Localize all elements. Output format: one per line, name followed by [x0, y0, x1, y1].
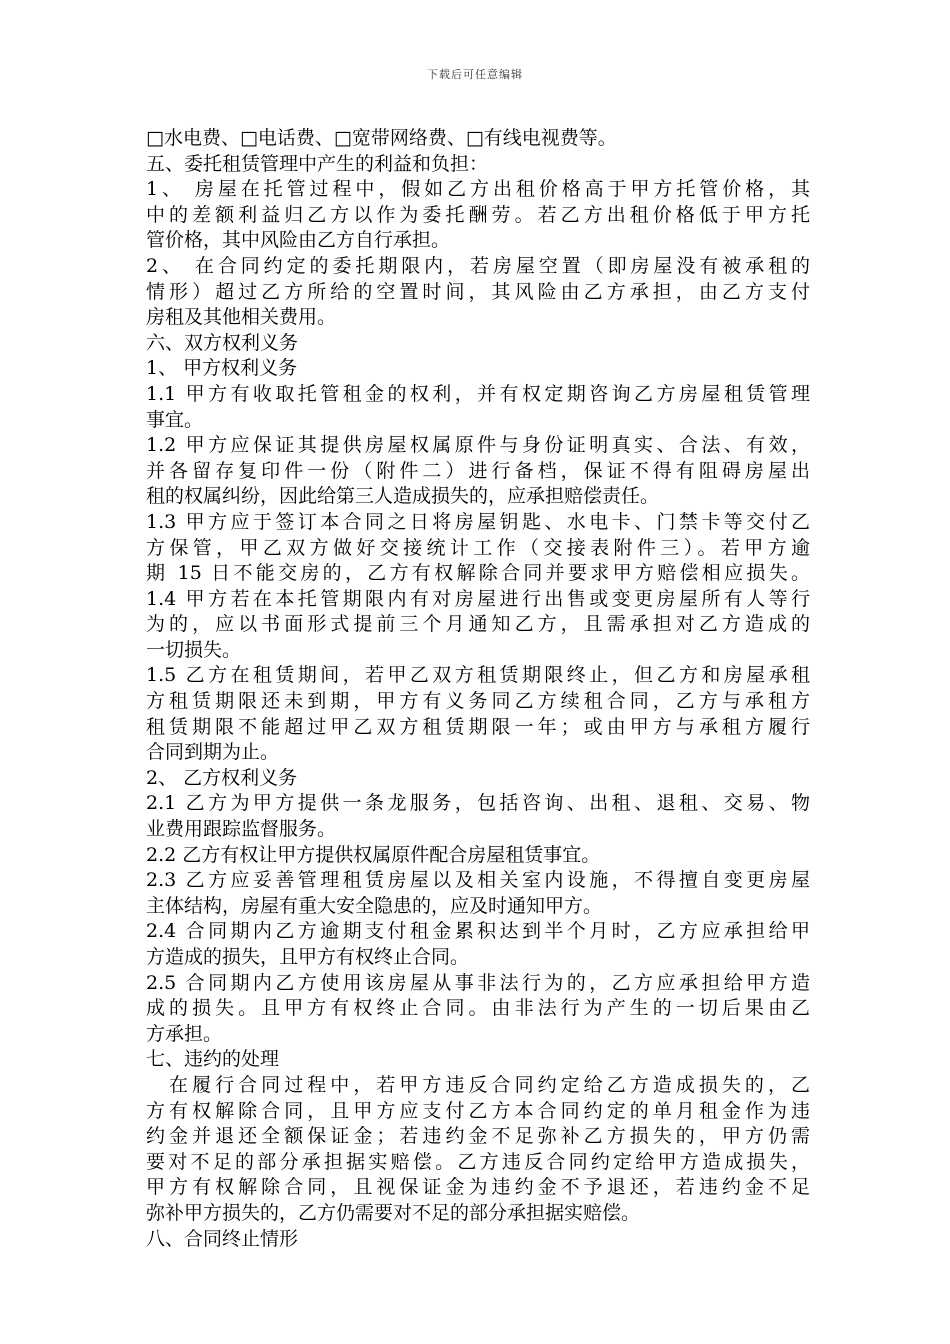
document-line: 情形）超过乙方所给的空置时间，其风险由乙方承担，由乙方支付 [146, 280, 810, 303]
document-line: 1.2 甲方应保证其提供房屋权属原件与身份证明真实、合法、有效， [146, 434, 810, 457]
document-line: 期 15 日不能交房的，乙方有权解除合同并要求甲方赔偿相应损失。 [146, 562, 810, 585]
document-line: 1.3 甲方应于签订本合同之日将房屋钥匙、水电卡、门禁卡等交付乙 [146, 510, 810, 533]
document-line: 八、合同终止情形 [146, 1227, 299, 1250]
page-header: 下载后可任意编辑 [427, 68, 523, 81]
document-line: 为的，应以书面形式提前三个月通知乙方，且需承担对乙方造成的 [146, 613, 810, 636]
document-line: 2.4 合同期内乙方逾期支付租金累积达到半个月时，乙方应承担给甲 [146, 920, 810, 943]
document-line: 六、双方权利义务 [146, 331, 299, 354]
document-line: 方造成的损失，且甲方有权终止合同。 [146, 946, 470, 968]
document-line: 房租及其他相关费用。 [146, 306, 337, 329]
document-body [146, 126, 810, 1252]
document-line: 1.4 甲方若在本托管期限内有对房屋进行出售或变更房屋所有人等行 [146, 587, 810, 610]
document-line: 一切损失。 [146, 638, 242, 661]
document-line: 成的损失。且甲方有权终止合同。由非法行为产生的一切后果由乙 [146, 997, 810, 1020]
document-line: 弥补甲方损失的，乙方仍需要对不足的部分承担据实赔偿。 [146, 1201, 641, 1224]
document-line: 方保管，甲乙双方做好交接统计工作（交接表附件三）。若甲方逾 [146, 536, 810, 559]
document-line: 约金并退还全额保证金；若违约金不足弥补乙方损失的，甲方仍需 [146, 1125, 810, 1148]
document-line: 2.2 乙方有权让甲方提供权属原件配合房屋租赁事宜。 [146, 843, 601, 866]
document-line: 管价格，其中风险由乙方自行承担。 [146, 229, 451, 252]
document-line: 事宜。 [146, 408, 204, 431]
document-line: 2.3 乙方应妥善管理租赁房屋以及相关室内设施，不得擅自变更房屋 [146, 869, 810, 892]
document-line: 业费用跟踪监督服务。 [146, 818, 337, 841]
document-line: 要对不足的部分承担据实赔偿。乙方违反合同约定给甲方造成损失， [146, 1150, 810, 1173]
document-line: 中的差额利益归乙方以作为委托酬劳。若乙方出租价格低于甲方托 [146, 203, 810, 226]
document-line: 2.1 乙方为甲方提供一条龙服务，包括咨询、出租、退租、交易、物 [146, 792, 810, 815]
document-line: 租赁期限不能超过甲乙双方租赁期限一年；或由甲方与承租方履行 [146, 715, 810, 738]
document-line: 方承担。 [146, 1022, 223, 1045]
document-line: 合同到期为止。 [146, 741, 280, 764]
document-line: 2.5 合同期内乙方使用该房屋从事非法行为的，乙方应承担给甲方造 [146, 971, 810, 994]
document-line: 并各留存复印件一份（附件二）进行备档，保证不得有阻碍房屋出 [146, 459, 810, 482]
document-line: 租的权属纠纷，因此给第三人造成损失的，应承担赔偿责任。 [146, 485, 660, 508]
document-line: 1.1 甲方有收取托管租金的权利，并有权定期咨询乙方房屋租赁管理 [146, 382, 810, 405]
document-line: 方租赁期限还未到期，甲方有义务同乙方续租合同，乙方与承租方 [146, 690, 810, 713]
document-line: 七、违约的处理 [146, 1048, 280, 1071]
document-line: 1、 甲方权利义务 [146, 357, 298, 380]
document-line: 在履行合同过程中，若甲方违反合同约定给乙方造成损失的，乙 [146, 1073, 810, 1096]
document-line: 主体结构，房屋有重大安全隐患的，应及时通知甲方。 [146, 894, 603, 917]
document-line: 1.5 乙方在租赁期间，若甲乙双方租赁期限终止，但乙方和房屋承租 [146, 664, 810, 687]
document-line: 1、 房屋在托管过程中，假如乙方出租价格高于甲方托管价格，其 [146, 178, 810, 201]
document-line: 2、 在合同约定的委托期限内，若房屋空置（即房屋没有被承租的 [146, 254, 810, 277]
document-line: 2、 乙方权利义务 [146, 766, 298, 789]
document-line: 五、委托租赁管理中产生的利益和负担： [146, 152, 489, 175]
document-line: □水电费、□电话费、□宽带网络费、□有线电视费等。 [146, 127, 617, 149]
document-line: 甲方有权解除合同，且视保证金为违约金不予退还，若违约金不足 [146, 1176, 810, 1199]
document-line: 方有权解除合同，且甲方应支付乙方本合同约定的单月租金作为违 [146, 1099, 810, 1122]
